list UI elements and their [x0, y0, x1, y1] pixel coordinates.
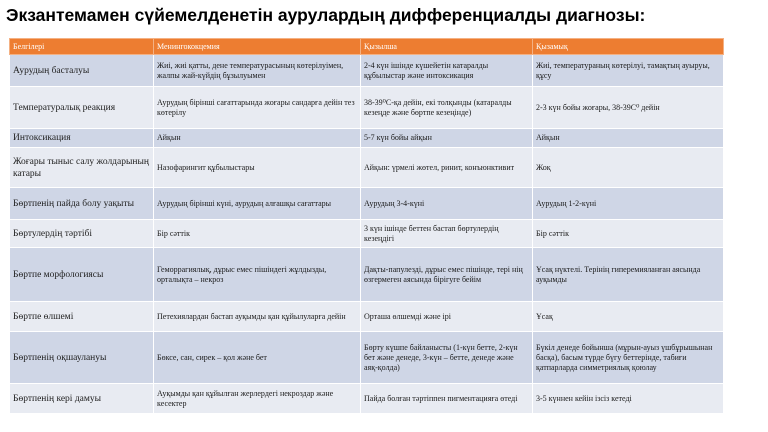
feature-cell: Бөртулердің тәртібі — [10, 220, 154, 248]
table-cell: Бүкіл денеде бойынша (мұрын-ауыз үшбұрышынан басқа), басым түрде бүгу беттерінде, табиғи қатпарларда симметриялық қоюлау — [533, 332, 724, 384]
table-row — [10, 248, 724, 302]
table-cell: Петехиялардан бастап ауқымды қан құйылуларға дейін — [154, 302, 361, 332]
table-row — [10, 148, 724, 188]
table-header-row — [10, 39, 724, 55]
table-cell: Аурудың 3-4-күні — [361, 188, 533, 220]
table-row — [10, 129, 724, 148]
table-cell: Дақты-папулезді, дұрыс емес пішінде, тері нің өзгермеген аясында бірігуге бейім — [361, 248, 533, 302]
table-cell: Жоқ — [533, 148, 724, 188]
table-cell: Бір сәттік — [154, 220, 361, 248]
table-cell: Орташа өлшемді және ірі — [361, 302, 533, 332]
table-cell: Айқын — [154, 129, 361, 148]
table-row — [10, 332, 724, 384]
table-row — [10, 87, 724, 129]
table-cell: 3-5 күннен кейін ізсіз кетеді — [533, 384, 724, 414]
table-cell: 5-7 күн бойы айқын — [361, 129, 533, 148]
table-row — [10, 55, 724, 87]
header-measles: Қызылша — [361, 39, 533, 55]
feature-cell: Бөртпенің пайда болу уақыты — [10, 188, 154, 220]
table-cell: 38-39⁰С-қа дейін, екі толқынды (катаралды кезеңде және бөртпе кезеңінде) — [361, 87, 533, 129]
table-cell: 2-4 күн ішінде күшейетін катаралды құбылыстар және интоксикация — [361, 55, 533, 87]
table-cell: Аурудың бірінші сағаттарында жоғары сандарға дейін тез көтерілу — [154, 87, 361, 129]
table-row — [10, 384, 724, 414]
table-cell: Бөксе, сан, сирек – қол және бет — [154, 332, 361, 384]
table-cell: 2-3 күн бойы жоғары, 38-39С⁰ дейін — [533, 87, 724, 129]
table-cell: Геморрагиялық, дұрыс емес пішіндегі жұлдызды, орталықта – некроз — [154, 248, 361, 302]
diagnosis-table — [9, 38, 724, 414]
feature-cell: Бөртпе өлшемі — [10, 302, 154, 332]
table-cell: Жиі, жиі қатты, дене температурасының көтерілуімен, жалпы жай-күйдің бұзылуымен — [154, 55, 361, 87]
table-cell: Айқын — [533, 129, 724, 148]
table-cell: Назофарингит құбылыстары — [154, 148, 361, 188]
table-row — [10, 188, 724, 220]
feature-cell: Бөртпенің оқшаулануы — [10, 332, 154, 384]
table-cell: Жиі, температураның көтерілуі, тамақтың ауыруы, құсу — [533, 55, 724, 87]
feature-cell: Жоғары тыныс салу жолдарының катары — [10, 148, 154, 188]
page-title: Экзантемамен сүйемелденетін аурулардың дифференциалды диагнозы: — [6, 5, 646, 25]
table-cell: Ұсақ нүктелі. Терінің гиперемияланған аясында ауқымды — [533, 248, 724, 302]
feature-cell: Аурудың басталуы — [10, 55, 154, 87]
header-features: Белгілері — [10, 39, 154, 55]
header-rubella: Қызамық — [533, 39, 724, 55]
feature-cell: Интоксикация — [10, 129, 154, 148]
table-cell: Ұсақ — [533, 302, 724, 332]
table-cell: Бөрту күшпе байланысты (1-күн бетте, 2-күн бет және денеде, 3-күн – бетте, денеде және аяқ-қолда) — [361, 332, 533, 384]
table-cell: Пайда болған тәртіппен пигментацияға өтеді — [361, 384, 533, 414]
table-cell: Аурудың бірінші күні, аурудың алғашқы сағаттары — [154, 188, 361, 220]
table-cell: 3 күн ішінде беттен бастап бөртулердің кезеңдігі — [361, 220, 533, 248]
header-meningococcemia: Менингококцемия — [154, 39, 361, 55]
table-cell: Айқын: үрмелі жөтел, ринит, конъюнктивит — [361, 148, 533, 188]
feature-cell: Бөртпе морфологиясы — [10, 248, 154, 302]
feature-cell: Бөртпенің кері дамуы — [10, 384, 154, 414]
table-row — [10, 302, 724, 332]
table-row — [10, 220, 724, 248]
table-cell: Аурудың 1-2-күні — [533, 188, 724, 220]
feature-cell: Температуралық реакция — [10, 87, 154, 129]
table-cell: Бір сәттік — [533, 220, 724, 248]
table-cell: Ауқымды қан құйылған жерлердегі некроздар және кесектер — [154, 384, 361, 414]
